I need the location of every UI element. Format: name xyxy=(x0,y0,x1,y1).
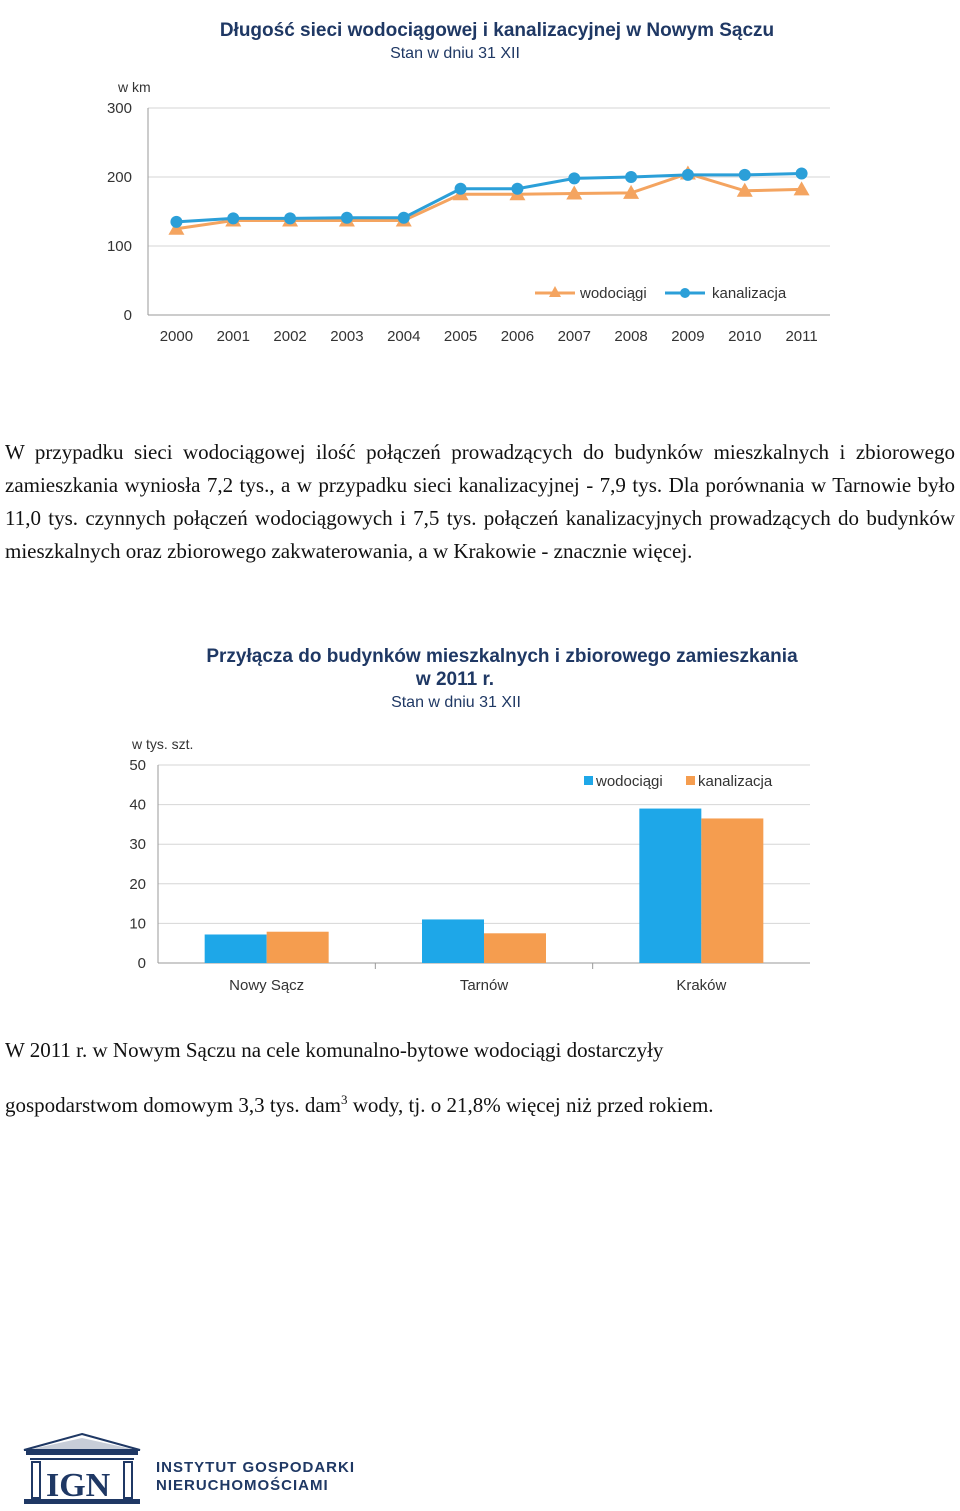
x-tick-label: 2000 xyxy=(159,328,194,345)
paragraph-connections: W przypadku sieci wodociągowej ilość połączeń prowadzących do budynków mieszkalnych i zbiorowego zamieszkania wyniosła 7,2 tys., a w przypadku sieci kanalizacyjnej - 7,9 tys. Dla porównania w Tarnowie było 11,0 tys. czynnych połączeń wodociągowych i 7,5 tys. połączeń kanalizacyjnych prowadzących do budynków mieszkalnych oraz zbiorowego zakwaterowania, a w Krakowie - znacznie więcej. xyxy=(5,440,955,563)
logo-letters: IGN xyxy=(46,1467,111,1504)
legend-kanalizacja-label: kanalizacja xyxy=(698,773,773,790)
data-point-kanalizacja xyxy=(568,172,580,184)
x-tick-label: 2007 xyxy=(557,328,591,345)
data-point-kanalizacja xyxy=(455,183,467,195)
bar-chart-bars xyxy=(205,809,764,963)
y-tick-label: 100 xyxy=(106,238,132,255)
logo-line1: INSTYTUT GOSPODARKI xyxy=(156,1459,356,1476)
data-point-kanalizacja xyxy=(796,168,808,180)
data-point-kanalizacja xyxy=(625,171,637,183)
y-tick-label: 200 xyxy=(106,169,132,186)
legend-kanalizacja-swatch xyxy=(686,776,695,785)
series-line-wodociagi xyxy=(176,174,801,229)
y-tick-label: 300 xyxy=(106,100,132,117)
line-chart-y-ticks xyxy=(107,100,132,324)
legend-kanalizacja-marker xyxy=(680,288,690,298)
bar-chart xyxy=(110,635,830,1005)
y-tick-label: 0 xyxy=(137,955,146,972)
line-chart-series xyxy=(168,166,809,235)
bar-nowy-sącz-kanalizacja xyxy=(267,932,329,963)
x-tick-label: Kraków xyxy=(676,977,727,994)
line-chart-grid xyxy=(148,108,830,315)
x-tick-label: 2006 xyxy=(500,328,535,345)
data-point-kanalizacja xyxy=(739,169,751,181)
bar-kraków-kanalizacja xyxy=(701,818,763,963)
legend-wodociagi-swatch xyxy=(584,776,593,785)
line-chart-title: Długość sieci wodociągowej i kanalizacyjnej w Nowym Sączu xyxy=(219,20,775,41)
paragraph-water-supply-line2 xyxy=(5,1092,955,1118)
line-chart-subtitle: Stan w dniu 31 XII xyxy=(390,45,520,62)
line-chart-legend xyxy=(535,285,787,302)
bar-tarnów-wodociagi xyxy=(422,919,484,963)
bar-chart-legend xyxy=(584,773,773,790)
ign-logo-svg xyxy=(22,1432,382,1506)
x-tick-label: 2010 xyxy=(728,328,762,345)
bar-chart-subtitle: Stan w dniu 31 XII xyxy=(391,694,521,711)
x-tick-label: Tarnów xyxy=(459,977,509,994)
bar-tarnów-kanalizacja xyxy=(484,933,546,963)
bar-chart-y-ticks xyxy=(129,757,146,972)
x-tick-label: 2009 xyxy=(671,328,705,345)
data-point-kanalizacja xyxy=(682,169,694,181)
line-chart-x-ticks xyxy=(160,328,818,345)
x-tick-label: 2003 xyxy=(330,328,364,345)
bar-chart-svg xyxy=(110,635,830,1005)
y-tick-label: 40 xyxy=(129,796,146,814)
x-tick-label: 2004 xyxy=(387,328,421,345)
data-point-kanalizacja xyxy=(398,212,410,224)
bar-nowy-sącz-wodociagi xyxy=(205,934,267,963)
bar-chart-unit: w tys. szt. xyxy=(132,736,194,752)
data-point-kanalizacja xyxy=(341,212,353,224)
bar-chart-title-line2: w 2011 r. xyxy=(415,669,495,690)
x-tick-label: Nowy Sącz xyxy=(229,977,305,994)
data-point-kanalizacja xyxy=(227,212,239,224)
para2-superscript: 3 xyxy=(341,1092,348,1107)
x-tick-label: 2005 xyxy=(443,328,478,345)
x-tick-label: 2001 xyxy=(216,328,250,345)
bar-chart-x-ticks xyxy=(229,977,726,994)
x-tick-label: 2002 xyxy=(273,328,307,345)
x-tick-label: 2011 xyxy=(785,328,818,345)
y-tick-label: 0 xyxy=(123,307,132,324)
line-chart-unit: w km xyxy=(118,79,151,95)
ign-logo xyxy=(22,1432,382,1506)
para2-text-a: gospodarstwom domowym 3,3 tys. dam xyxy=(5,1093,341,1117)
data-point-kanalizacja xyxy=(170,216,182,228)
logo-line2: NIERUCHOMOŚCIAMI xyxy=(156,1477,329,1494)
paragraph-water-supply-line1: W 2011 r. w Nowym Sączu na cele komunalno-bytowe wodociągi dostarczyły xyxy=(5,1038,664,1062)
data-point-kanalizacja xyxy=(284,212,296,224)
line-chart-svg xyxy=(90,10,850,360)
x-tick-label: 2008 xyxy=(614,328,648,345)
data-point-kanalizacja xyxy=(511,183,523,195)
para2-text-b: wody, tj. o 21,8% więcej niż przed rokiem. xyxy=(347,1093,714,1117)
y-tick-label: 20 xyxy=(129,875,146,893)
y-tick-label: 10 xyxy=(129,915,146,933)
y-tick-label: 50 xyxy=(129,757,146,774)
y-tick-label: 30 xyxy=(129,836,146,854)
bar-kraków-wodociagi xyxy=(639,809,701,963)
legend-wodociagi-label: wodociągi xyxy=(596,773,663,790)
legend-wodociagi-label: wodociągi xyxy=(580,285,647,302)
legend-kanalizacja-label: kanalizacja xyxy=(712,285,787,302)
bar-chart-title-line1: Przyłącza do budynków mieszkalnych i zbiorowego zamieszkania xyxy=(206,646,798,667)
line-chart xyxy=(90,10,850,360)
building-icon xyxy=(24,1434,140,1504)
